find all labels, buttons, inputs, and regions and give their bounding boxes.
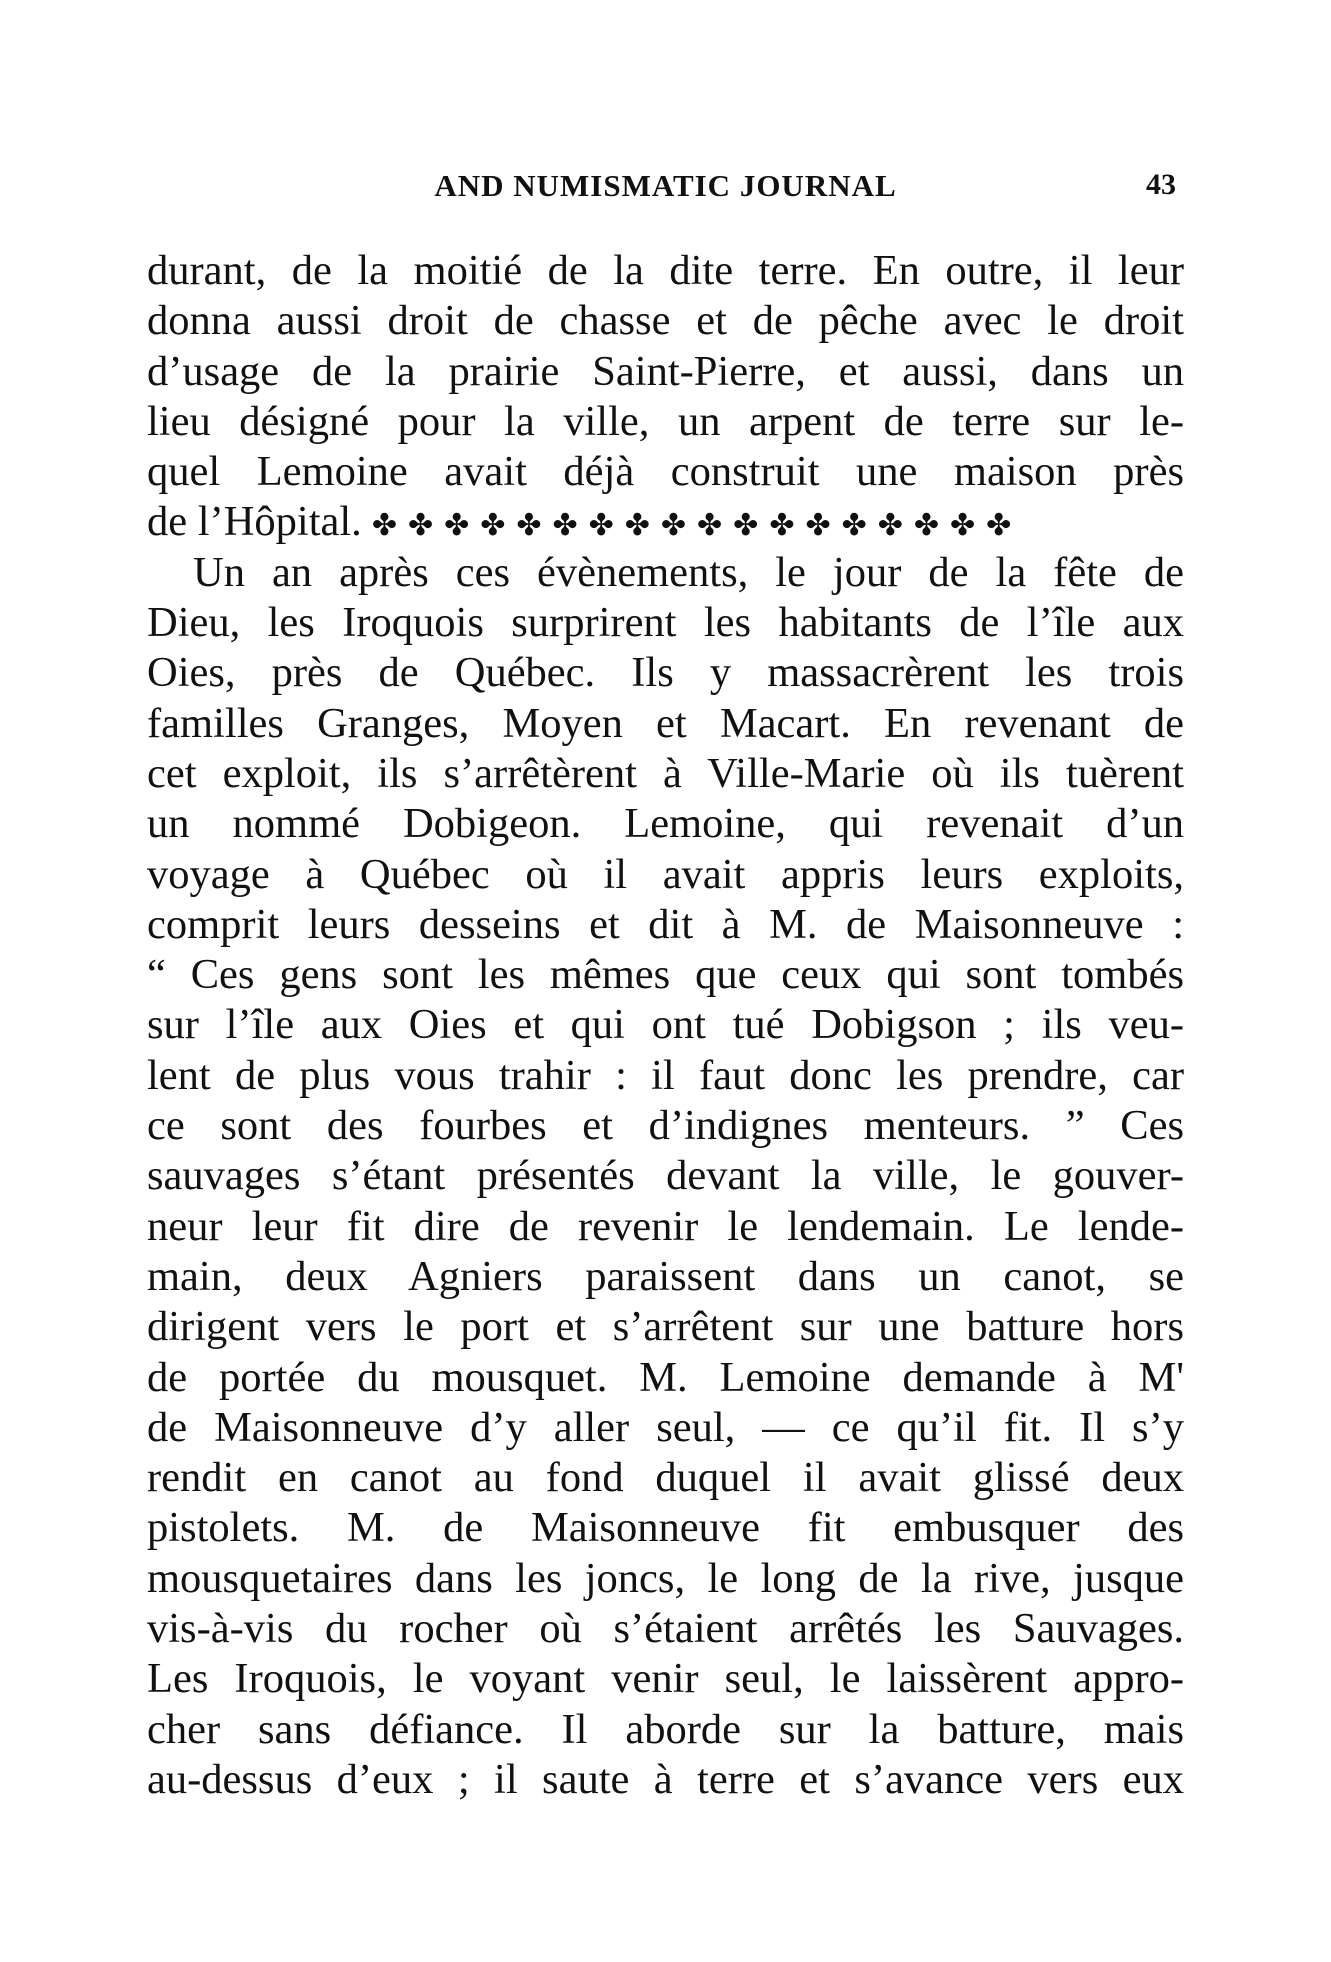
running-head — [147, 168, 1184, 208]
text-line: mousquetaires dans les joncs, le long de la rive, jusque — [147, 1554, 1184, 1602]
text-line: neur leur fit dire de revenir le lendemain. Le lende- — [147, 1202, 1184, 1250]
text-line: durant, de la moitié de la dite terre. En outre, il leur — [147, 247, 1184, 294]
text-line: pistolets. M. de Maisonneuve fit embusquer des — [147, 1504, 1184, 1552]
text-line-paragraph-start: Un an après ces évènements, le jour de la fête de — [193, 548, 1184, 596]
ornament-row: ✤✤✤✤✤✤✤✤✤✤✤✤✤✤✤✤✤✤ — [371, 509, 1023, 543]
text-line: Oies, près de Québec. Ils y massacrèrent les trois — [147, 649, 1184, 697]
text-line: sur l’île aux Oies et qui ont tué Dobigson ; ils veu- — [147, 1001, 1184, 1049]
text-line: sauvages s’étant présentés devant la ville, le gouver- — [147, 1152, 1184, 1200]
running-title: AND NUMISMATIC JOURNAL — [434, 168, 897, 203]
text-line: ce sont des fourbes et d’indignes menteurs. ” Ces — [147, 1102, 1184, 1150]
text-line: d’usage de la prairie Saint-Pierre, et aussi, dans un — [147, 347, 1184, 395]
text-line: au-dessus d’eux ; il saute à terre et s’avance vers eux — [147, 1755, 1184, 1803]
text-line: cet exploit, ils s’arrêtèrent à Ville-Marie où ils tuèrent — [147, 749, 1184, 797]
text-line: cher sans défiance. Il aborde sur la batture, mais — [147, 1705, 1184, 1753]
text-line: dirigent vers le port et s’arrêtent sur une batture hors — [147, 1303, 1184, 1351]
text-line: voyage à Québec où il avait appris leurs exploits, — [147, 850, 1184, 898]
text-line: vis-à-vis du rocher où s’étaient arrêtés les Sauvages. — [147, 1605, 1184, 1653]
text-line: familles Granges, Moyen et Macart. En revenant de — [147, 699, 1184, 747]
text-line: comprit leurs desseins et dit à M. de Maisonneuve : — [147, 900, 1184, 948]
text-line: un nommé Dobigeon. Lemoine, qui revenait d’un — [147, 800, 1184, 848]
text-line: lent de plus vous trahir : il faut donc les prendre, car — [147, 1051, 1184, 1099]
page-number: 43 — [1146, 168, 1176, 201]
text-line: de portée du mousquet. M. Lemoine demande à M' — [147, 1353, 1184, 1401]
text-line: lieu désigné pour la ville, un arpent de terre sur le- — [147, 397, 1184, 445]
text-line-with-ornaments — [147, 497, 1184, 547]
text-line: Dieu, les Iroquois surprirent les habitants de l’île aux — [147, 599, 1184, 647]
text-line: rendit en canot au fond duquel il avait glissé deux — [147, 1454, 1184, 1502]
text-line: donna aussi droit de chasse et de pêche avec le droit — [147, 297, 1184, 345]
text-line: main, deux Agniers paraissent dans un canot, se — [147, 1252, 1184, 1300]
text-line: “ Ces gens sont les mêmes que ceux qui sont tombés — [147, 951, 1184, 999]
text-line: Les Iroquois, le voyant venir seul, le laissèrent appro- — [147, 1655, 1184, 1703]
body-text — [147, 246, 1184, 1805]
text-line-fragment: de l’Hôpital. — [147, 498, 362, 546]
text-line: de Maisonneuve d’y aller seul, — ce qu’il fit. Il s’y — [147, 1403, 1184, 1451]
text-line: quel Lemoine avait déjà construit une maison près — [147, 448, 1184, 496]
